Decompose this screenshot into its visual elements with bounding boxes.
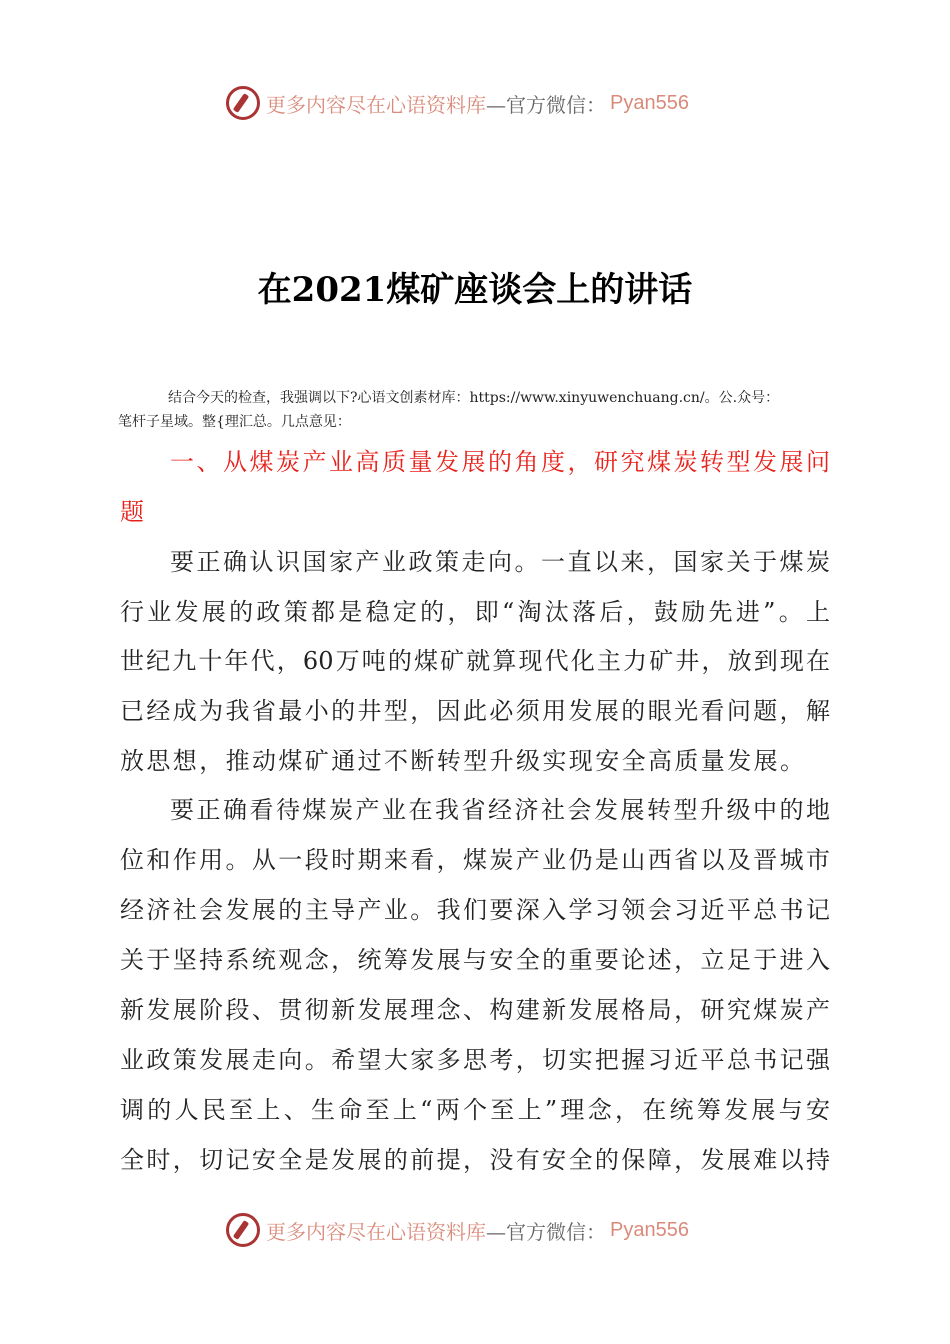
body-text-line: 行业发展的政策都是稳定的，即“淘汰落后，鼓励先进”。上	[120, 598, 830, 626]
body-text-line: 经济社会发展的主导产业。我们要深入学习领会习近平总书记	[120, 896, 830, 924]
watermark-wechat-label: —官方微信：	[486, 92, 606, 117]
section-heading-line-1: 一、从煤炭产业高质量发展的角度，研究煤炭转型发展问	[170, 448, 830, 476]
logo-icon	[226, 1213, 260, 1247]
watermark-text: 更多内容尽在心语资料库	[266, 92, 486, 117]
body-text-line: 全时，切记安全是发展的前提，没有安全的保障，发展难以持	[120, 1146, 830, 1174]
watermark-header	[226, 83, 689, 123]
watermark-wechat-label: —官方微信：	[486, 1219, 606, 1244]
watermark-text: 更多内容尽在心语资料库	[266, 1219, 486, 1244]
intro-line-2: 笔杆子星域。整{理汇总。几点意见：	[118, 414, 351, 430]
body-text-line: 位和作用。从一段时期来看，煤炭产业仍是山西省以及晋城市	[120, 846, 830, 874]
watermark-wechat-id: Pyan556	[610, 1218, 689, 1241]
watermark-footer	[226, 1210, 689, 1250]
body-text-line: 调的人民至上、生命至上“两个至上”理念，在统筹发展与安	[120, 1096, 830, 1124]
body-text-line: 已经成为我省最小的井型，因此必须用发展的眼光看问题，解	[120, 697, 830, 725]
body-text-line: 新发展阶段、贯彻新发展理念、构建新发展格局，研究煤炭产	[120, 996, 830, 1024]
body-text-line: 要正确看待煤炭产业在我省经济社会发展转型升级中的地	[170, 796, 830, 824]
logo-icon	[226, 86, 260, 120]
watermark-wechat-id: Pyan556	[610, 91, 689, 114]
body-text-line: 世纪九十年代，60万吨的煤矿就算现代化主力矿井，放到现在	[120, 647, 830, 675]
body-text-line: 要正确认识国家产业政策走向。一直以来，国家关于煤炭	[170, 548, 830, 576]
body-text-line: 业政策发展走向。希望大家多思考，切实把握习近平总书记强	[120, 1046, 830, 1074]
intro-line-1: 结合今天的检查，我强调以下?心语文创素材库：https://www.xinyuwenchuang.cn/。公.众号：	[168, 390, 780, 406]
page-title: 在2021煤矿座谈会上的讲话	[257, 270, 693, 310]
section-heading-line-2: 题	[120, 498, 147, 526]
body-text-line: 放思想，推动煤矿通过不断转型升级实现安全高质量发展。	[120, 747, 807, 775]
body-text-line: 关于坚持系统观念，统筹发展与安全的重要论述，立足于进入	[120, 946, 830, 974]
